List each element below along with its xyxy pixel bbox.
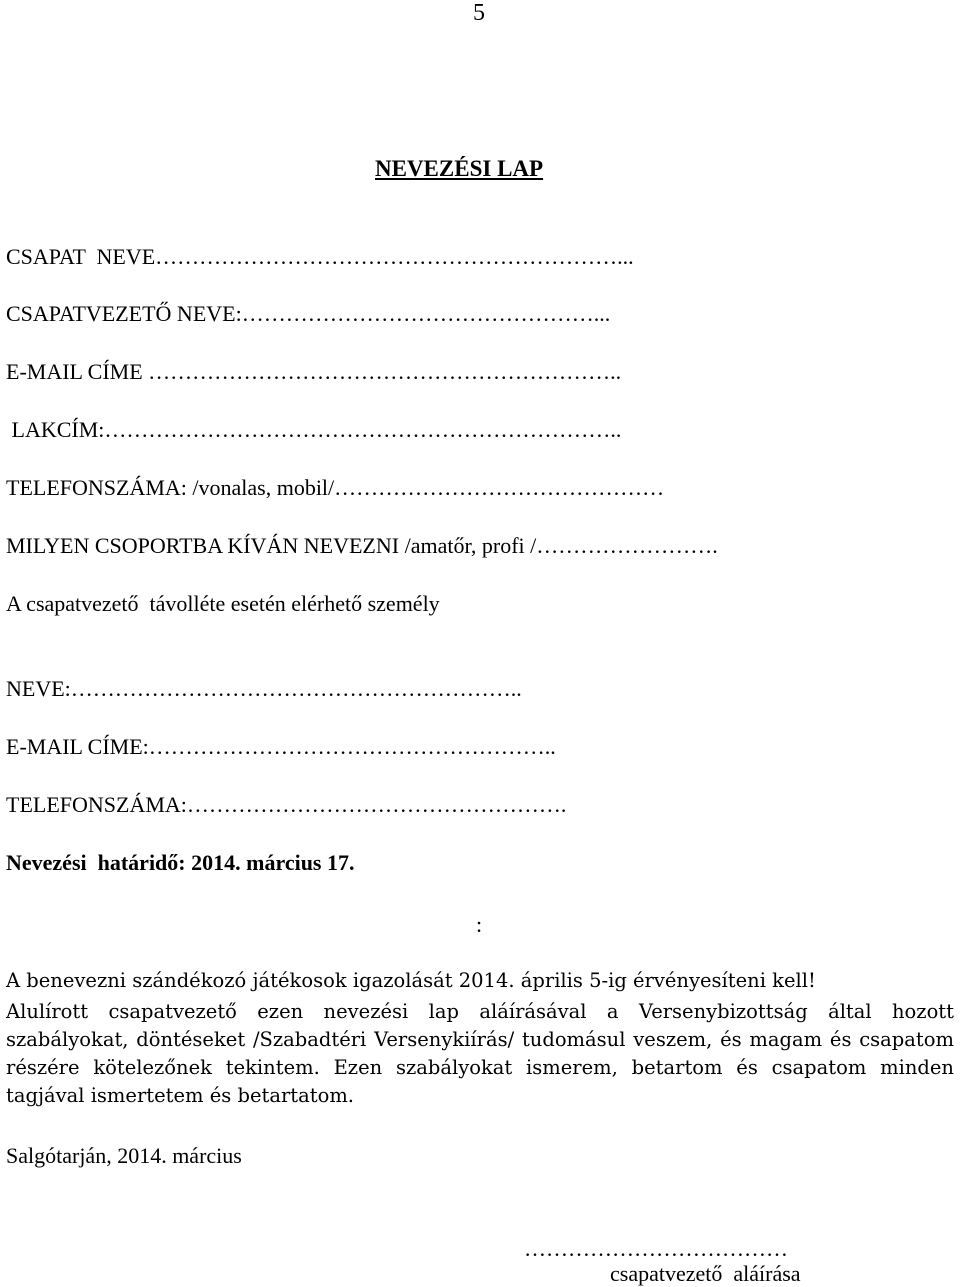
- substitute-email-field: E-MAIL CÍME:………………………………………………..: [6, 734, 556, 759]
- form-title: NEVEZÉSI LAP: [375, 156, 544, 181]
- category-field: MILYEN CSOPORTBA KÍVÁN NEVEZNI /amatőr, profi /…………………….: [6, 533, 718, 558]
- email-field: E-MAIL CÍME ………………………………………………………..: [6, 359, 622, 384]
- substitute-phone-field: TELEFONSZÁMA:…………………………………………….: [6, 792, 567, 817]
- signature-line: ………………………………: [524, 1236, 788, 1261]
- deadline-value: 2014. március 17.: [185, 850, 355, 875]
- stray-colon: :: [476, 912, 483, 937]
- declaration-paragraph: Alulírott csapatvezető ezen nevezési lap aláírásával a Versenybizottság által hozott szabályokat, döntéseket /Szabadtéri Versenykiírás/ tudomásul veszem, és magam és csapatom részére kötelezőnek tekintem. Ezen szabályokat ismerem, betartom és csapatom minden tagjával ismertetem és betartatom.: [6, 1000, 954, 1107]
- phone-field: TELEFONSZÁMA: /vonalas, mobil/………………………………………: [6, 475, 665, 500]
- page-number: 5: [473, 0, 485, 26]
- substitute-name-field: NEVE:……………………………………………………..: [6, 676, 522, 701]
- signature-label: csapatvezető aláírása: [610, 1261, 801, 1286]
- deadline: [6, 850, 355, 876]
- deadline-label: Nevezési határidő:: [6, 850, 186, 875]
- notice-text: A benevezni szándékozó játékosok igazolását 2014. április 5-ig érvényesíteni kell!: [6, 969, 816, 992]
- substitute-heading: A csapatvezető távolléte esetén elérhető személy: [6, 591, 440, 616]
- place-date: Salgótarján, 2014. március: [6, 1143, 242, 1168]
- address-field: LAKCÍM:……………………………………………………………..: [6, 417, 622, 442]
- team-name-field: CSAPAT NEVE………………………………………………………...: [6, 244, 634, 269]
- captain-name-field: CSAPATVEZETŐ NEVE:…………………………………………...: [6, 301, 611, 326]
